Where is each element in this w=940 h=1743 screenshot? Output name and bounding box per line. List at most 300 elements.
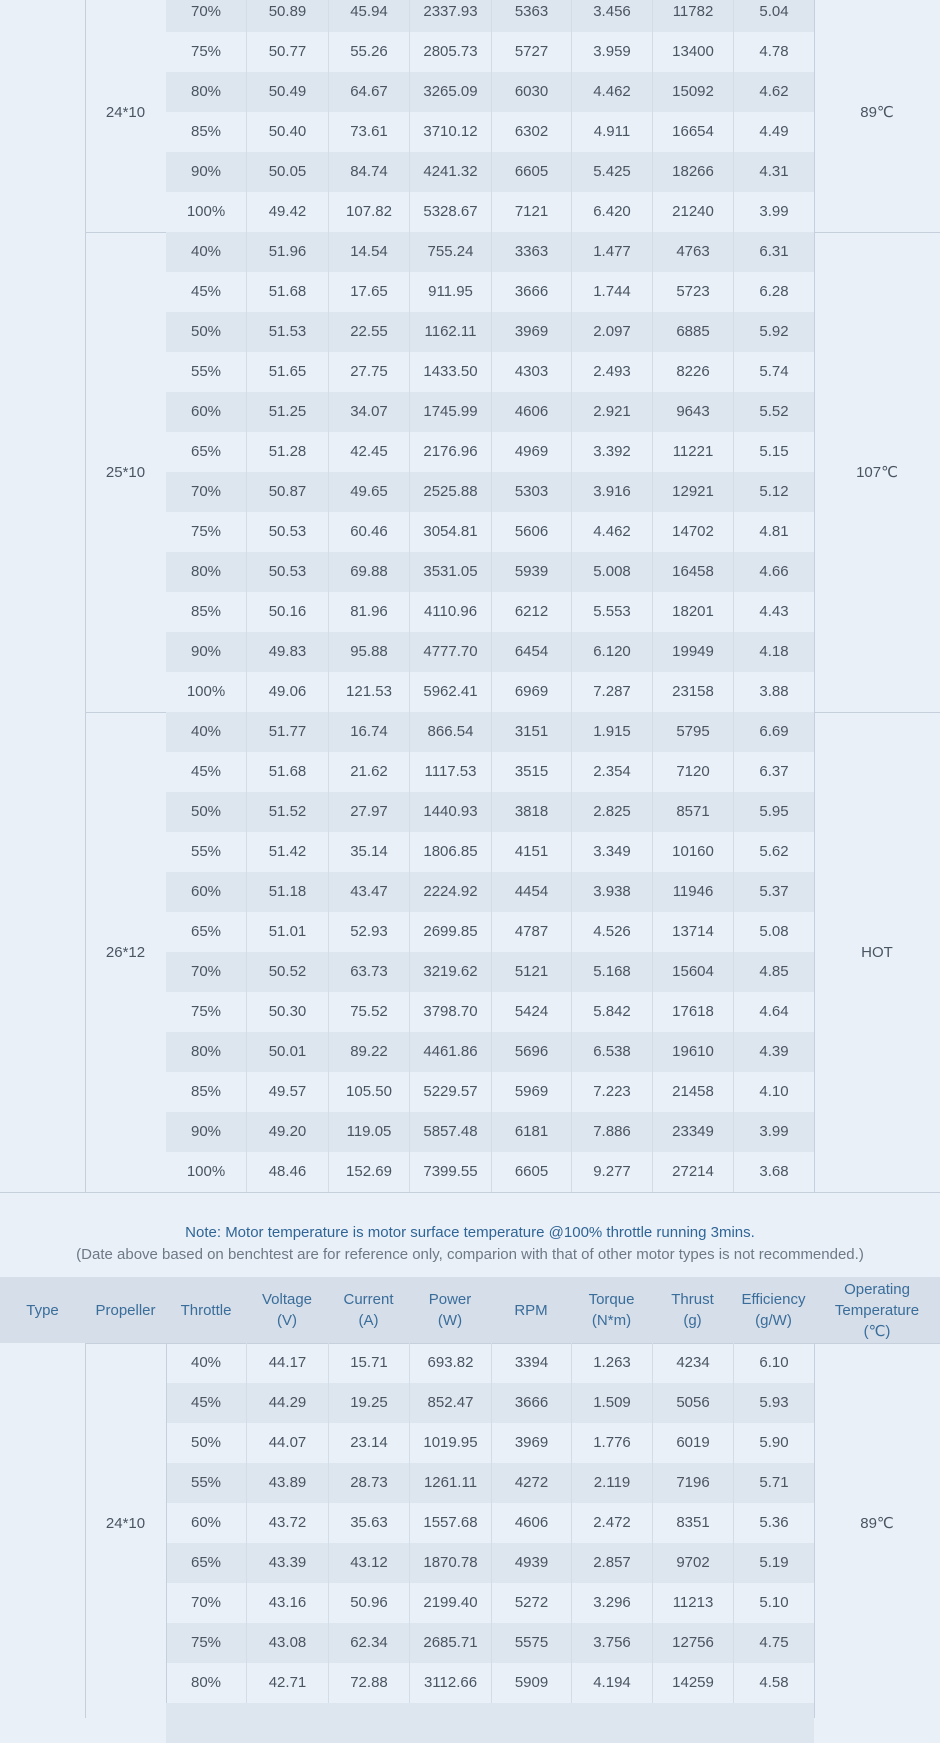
header-thrust-line: (g): [683, 1312, 702, 1329]
rpm-cell: 5939: [491, 552, 571, 592]
throttle-cell: 60%: [190, 1514, 222, 1531]
efficiency-cell: 3.99: [733, 1112, 814, 1152]
thrust-cell: 5723: [652, 272, 733, 312]
throttle-cell: 65%: [190, 923, 222, 940]
header-temperature-line: Temperature: [834, 1301, 920, 1319]
current-cell: 22.55: [328, 312, 409, 352]
efficiency-cell: 6.37: [733, 752, 814, 792]
voltage-cell: 50.49: [246, 72, 328, 112]
thrust-cell: 6019: [652, 1423, 733, 1463]
voltage-cell: 49.20: [246, 1112, 328, 1152]
rpm-cell: 3666: [491, 272, 571, 312]
power-cell: 3531.05: [409, 552, 491, 592]
efficiency-cell: 5.15: [733, 432, 814, 472]
torque-cell: 5.425: [571, 152, 652, 192]
torque-cell: 6.120: [571, 632, 652, 672]
throttle-cell: 75%: [190, 523, 222, 540]
throttle-cell: 75%: [190, 1634, 222, 1651]
current-cell: 50.96: [328, 1583, 409, 1623]
rpm-cell: 5272: [491, 1583, 571, 1623]
header-rpm-line: RPM: [514, 1301, 548, 1319]
propeller-cell: 26*12: [105, 943, 146, 961]
torque-cell: 1.263: [571, 1343, 652, 1383]
rpm-cell: 3969: [491, 312, 571, 352]
current-cell: 75.52: [328, 992, 409, 1032]
efficiency-cell: 4.31: [733, 152, 814, 192]
voltage-cell: 43.16: [246, 1583, 328, 1623]
temperature-cell: 89℃: [860, 1515, 894, 1532]
throttle-cell: 40%: [190, 1354, 222, 1371]
torque-cell: 4.194: [571, 1663, 652, 1703]
efficiency-cell: 5.19: [733, 1543, 814, 1583]
thrust-cell: 8571: [652, 792, 733, 832]
power-cell: 1745.99: [409, 392, 491, 432]
current-cell: 107.82: [328, 192, 409, 232]
current-cell: 35.63: [328, 1503, 409, 1543]
torque-cell: 2.857: [571, 1543, 652, 1583]
efficiency-cell: 5.90: [733, 1423, 814, 1463]
efficiency-cell: 5.37: [733, 872, 814, 912]
torque-cell: 4.526: [571, 912, 652, 952]
header-voltage: [246, 1277, 328, 1343]
power-cell: 2525.88: [409, 472, 491, 512]
torque-cell: 2.493: [571, 352, 652, 392]
current-cell: 64.67: [328, 72, 409, 112]
current-cell: 28.73: [328, 1463, 409, 1503]
voltage-cell: 51.77: [246, 712, 328, 752]
thrust-cell: 23349: [652, 1112, 733, 1152]
torque-cell: 3.296: [571, 1583, 652, 1623]
current-cell: 152.69: [328, 1152, 409, 1192]
throttle-cell: 85%: [190, 123, 222, 140]
torque-cell: 3.756: [571, 1623, 652, 1663]
rpm-cell: 5909: [491, 1663, 571, 1703]
rpm-cell: 3363: [491, 232, 571, 272]
voltage-cell: 50.16: [246, 592, 328, 632]
header-propeller-line: Propeller: [95, 1301, 156, 1319]
propeller-cell: 24*10: [105, 1514, 146, 1532]
rpm-cell: 3515: [491, 752, 571, 792]
header-efficiency: [733, 1277, 814, 1343]
current-cell: 42.45: [328, 432, 409, 472]
power-cell: 3710.12: [409, 112, 491, 152]
voltage-cell: 50.87: [246, 472, 328, 512]
rpm-cell: 5424: [491, 992, 571, 1032]
rpm-cell: 3151: [491, 712, 571, 752]
torque-cell: 6.538: [571, 1032, 652, 1072]
current-cell: 55.26: [328, 32, 409, 72]
efficiency-cell: 3.99: [733, 192, 814, 232]
rpm-cell: 3394: [491, 1343, 571, 1383]
power-cell: 1440.93: [409, 792, 491, 832]
thrust-cell: 18266: [652, 152, 733, 192]
rpm-cell: 7121: [491, 192, 571, 232]
table-row-partial: [0, 1703, 940, 1743]
power-cell: 2805.73: [409, 32, 491, 72]
rpm-cell: 5969: [491, 1072, 571, 1112]
header-current: [328, 1277, 409, 1343]
voltage-cell: 43.89: [246, 1463, 328, 1503]
rpm-cell: 6030: [491, 72, 571, 112]
header-power-line: Power: [428, 1291, 472, 1308]
rpm-cell: 5696: [491, 1032, 571, 1072]
voltage-cell: 50.05: [246, 152, 328, 192]
throttle-cell: 45%: [190, 763, 222, 780]
power-cell: 1870.78: [409, 1543, 491, 1583]
temperature-cell: 107℃: [856, 464, 898, 481]
efficiency-cell: 6.31: [733, 232, 814, 272]
torque-cell: 3.938: [571, 872, 652, 912]
rpm-cell: 5121: [491, 952, 571, 992]
torque-cell: 3.959: [571, 32, 652, 72]
rpm-cell: 4939: [491, 1543, 571, 1583]
header-thrust-line: Thrust: [671, 1291, 714, 1308]
voltage-cell: 49.57: [246, 1072, 328, 1112]
throttle-cell: 55%: [190, 843, 222, 860]
thrust-cell: 19610: [652, 1032, 733, 1072]
power-cell: 4777.70: [409, 632, 491, 672]
thrust-cell: 15604: [652, 952, 733, 992]
current-cell: 16.74: [328, 712, 409, 752]
thrust-cell: 8226: [652, 352, 733, 392]
efficiency-cell: 4.49: [733, 112, 814, 152]
header-thrust: [652, 1277, 733, 1343]
efficiency-cell: 3.68: [733, 1152, 814, 1192]
voltage-cell: 50.40: [246, 112, 328, 152]
voltage-cell: 49.42: [246, 192, 328, 232]
voltage-cell: 50.52: [246, 952, 328, 992]
voltage-cell: 50.89: [246, 0, 328, 32]
voltage-cell: 44.07: [246, 1423, 328, 1463]
thrust-cell: 6885: [652, 312, 733, 352]
voltage-cell: 51.68: [246, 752, 328, 792]
power-cell: 3054.81: [409, 512, 491, 552]
current-cell: 49.65: [328, 472, 409, 512]
power-cell: 755.24: [409, 232, 491, 272]
throttle-cell: 50%: [190, 1434, 222, 1451]
current-cell: 72.88: [328, 1663, 409, 1703]
efficiency-cell: 4.18: [733, 632, 814, 672]
thrust-cell: 12756: [652, 1623, 733, 1663]
torque-cell: 1.776: [571, 1423, 652, 1463]
voltage-cell: 43.39: [246, 1543, 328, 1583]
voltage-cell: 49.83: [246, 632, 328, 672]
throttle-cell: 70%: [190, 1594, 222, 1611]
current-cell: 43.47: [328, 872, 409, 912]
header-temperature-line: Operating: [844, 1280, 910, 1298]
efficiency-cell: 3.88: [733, 672, 814, 712]
rpm-cell: 5727: [491, 32, 571, 72]
thrust-cell: 16654: [652, 112, 733, 152]
header-temperature: [814, 1277, 940, 1343]
torque-cell: 3.349: [571, 832, 652, 872]
rpm-cell: 6302: [491, 112, 571, 152]
thrust-cell: 11213: [652, 1583, 733, 1623]
voltage-cell: 51.25: [246, 392, 328, 432]
header-voltage-line: Voltage: [261, 1291, 313, 1308]
power-cell: 1162.11: [409, 312, 491, 352]
voltage-cell: 50.77: [246, 32, 328, 72]
header-throttle-line: Throttle: [180, 1301, 232, 1319]
efficiency-cell: 5.93: [733, 1383, 814, 1423]
torque-cell: 3.916: [571, 472, 652, 512]
efficiency-cell: 4.62: [733, 72, 814, 112]
voltage-cell: 50.30: [246, 992, 328, 1032]
rpm-cell: 4454: [491, 872, 571, 912]
efficiency-cell: 5.62: [733, 832, 814, 872]
thrust-cell: 15092: [652, 72, 733, 112]
current-cell: 15.71: [328, 1343, 409, 1383]
rpm-cell: 3818: [491, 792, 571, 832]
throttle-cell: 90%: [190, 163, 222, 180]
efficiency-cell: 4.58: [733, 1663, 814, 1703]
thrust-cell: 11782: [652, 0, 733, 32]
efficiency-cell: 5.92: [733, 312, 814, 352]
torque-cell: 1.477: [571, 232, 652, 272]
torque-cell: 2.119: [571, 1463, 652, 1503]
voltage-cell: 42.71: [246, 1663, 328, 1703]
efficiency-cell: 4.10: [733, 1072, 814, 1112]
throttle-cell: 50%: [190, 323, 222, 340]
current-cell: 34.07: [328, 392, 409, 432]
note-disclaimer: (Date above based on benchtest are for reference only, comparion with that of other motor types is not recommended.): [76, 1246, 864, 1263]
efficiency-cell: 5.08: [733, 912, 814, 952]
power-cell: 1117.53: [409, 752, 491, 792]
voltage-cell: 44.17: [246, 1343, 328, 1383]
voltage-cell: 51.65: [246, 352, 328, 392]
torque-cell: 7.886: [571, 1112, 652, 1152]
power-cell: 693.82: [409, 1343, 491, 1383]
torque-cell: 4.462: [571, 72, 652, 112]
power-cell: 4461.86: [409, 1032, 491, 1072]
current-cell: 27.97: [328, 792, 409, 832]
power-cell: 3265.09: [409, 72, 491, 112]
power-cell: 5962.41: [409, 672, 491, 712]
rpm-cell: 4303: [491, 352, 571, 392]
efficiency-cell: 5.52: [733, 392, 814, 432]
voltage-cell: 50.01: [246, 1032, 328, 1072]
torque-cell: 4.462: [571, 512, 652, 552]
torque-cell: 7.223: [571, 1072, 652, 1112]
thrust-cell: 14702: [652, 512, 733, 552]
throttle-cell: 75%: [190, 1003, 222, 1020]
torque-cell: 1.915: [571, 712, 652, 752]
header-voltage-line: (V): [277, 1312, 297, 1329]
rpm-cell: 5363: [491, 0, 571, 32]
throttle-cell: 100%: [186, 1163, 226, 1180]
thrust-cell: 4763: [652, 232, 733, 272]
rpm-cell: 6969: [491, 672, 571, 712]
throttle-cell: 90%: [190, 1123, 222, 1140]
header-temperature-line: (℃): [863, 1322, 891, 1340]
voltage-cell: 50.53: [246, 512, 328, 552]
current-cell: 27.75: [328, 352, 409, 392]
current-cell: 81.96: [328, 592, 409, 632]
power-cell: 1806.85: [409, 832, 491, 872]
throttle-cell: 90%: [190, 643, 222, 660]
thrust-cell: 5056: [652, 1383, 733, 1423]
current-cell: 60.46: [328, 512, 409, 552]
thrust-cell: 5795: [652, 712, 733, 752]
efficiency-cell: 4.64: [733, 992, 814, 1032]
thrust-cell: 7196: [652, 1463, 733, 1503]
throttle-cell: 80%: [190, 1674, 222, 1691]
rpm-cell: 3666: [491, 1383, 571, 1423]
current-cell: 14.54: [328, 232, 409, 272]
rpm-cell: 6605: [491, 152, 571, 192]
power-cell: 2199.40: [409, 1583, 491, 1623]
current-cell: 121.53: [328, 672, 409, 712]
rpm-cell: 6212: [491, 592, 571, 632]
throttle-cell: 80%: [190, 563, 222, 580]
voltage-cell: 51.52: [246, 792, 328, 832]
thrust-cell: 8351: [652, 1503, 733, 1543]
power-cell: 1019.95: [409, 1423, 491, 1463]
power-cell: 3112.66: [409, 1663, 491, 1703]
power-cell: 2224.92: [409, 872, 491, 912]
torque-cell: 5.842: [571, 992, 652, 1032]
torque-cell: 5.168: [571, 952, 652, 992]
voltage-cell: 51.53: [246, 312, 328, 352]
torque-cell: 3.392: [571, 432, 652, 472]
header-efficiency-line: Efficiency: [741, 1291, 806, 1308]
throttle-cell: 70%: [190, 483, 222, 500]
thrust-cell: 16458: [652, 552, 733, 592]
efficiency-cell: 5.95: [733, 792, 814, 832]
current-cell: 45.94: [328, 0, 409, 32]
efficiency-cell: 4.75: [733, 1623, 814, 1663]
thrust-cell: 27214: [652, 1152, 733, 1192]
voltage-cell: 43.08: [246, 1623, 328, 1663]
power-cell: 5229.57: [409, 1072, 491, 1112]
throttle-cell: 60%: [190, 403, 222, 420]
throttle-cell: 55%: [190, 363, 222, 380]
power-cell: 852.47: [409, 1383, 491, 1423]
voltage-cell: 44.29: [246, 1383, 328, 1423]
efficiency-cell: 5.74: [733, 352, 814, 392]
thrust-cell: 21458: [652, 1072, 733, 1112]
throttle-cell: 85%: [190, 603, 222, 620]
thrust-cell: 13714: [652, 912, 733, 952]
voltage-cell: 51.96: [246, 232, 328, 272]
header-torque-line: Torque: [588, 1291, 635, 1308]
current-cell: 19.25: [328, 1383, 409, 1423]
efficiency-cell: 4.81: [733, 512, 814, 552]
throttle-cell: 65%: [190, 443, 222, 460]
torque-cell: 2.472: [571, 1503, 652, 1543]
power-cell: 3219.62: [409, 952, 491, 992]
current-cell: 69.88: [328, 552, 409, 592]
efficiency-cell: 6.28: [733, 272, 814, 312]
thrust-cell: 21240: [652, 192, 733, 232]
throttle-cell: 75%: [190, 43, 222, 60]
power-cell: 2699.85: [409, 912, 491, 952]
throttle-cell: 100%: [186, 203, 226, 220]
rpm-cell: 4969: [491, 432, 571, 472]
rpm-cell: 6454: [491, 632, 571, 672]
thrust-cell: 9702: [652, 1543, 733, 1583]
torque-cell: 2.825: [571, 792, 652, 832]
power-cell: 5857.48: [409, 1112, 491, 1152]
throttle-cell: 45%: [190, 1394, 222, 1411]
efficiency-cell: 4.85: [733, 952, 814, 992]
thrust-cell: 7120: [652, 752, 733, 792]
power-cell: 2176.96: [409, 432, 491, 472]
throttle-cell: 65%: [190, 1554, 222, 1571]
throttle-cell: 80%: [190, 83, 222, 100]
header-current-line: Current: [343, 1291, 394, 1308]
torque-cell: 3.456: [571, 0, 652, 32]
header-efficiency-line: (g/W): [755, 1312, 792, 1329]
header-type-line: Type: [26, 1301, 59, 1319]
header-propeller: [85, 1277, 166, 1343]
throttle-cell: 40%: [190, 243, 222, 260]
table-header: [0, 1277, 940, 1343]
torque-cell: 4.911: [571, 112, 652, 152]
rpm-cell: 4606: [491, 392, 571, 432]
current-cell: 17.65: [328, 272, 409, 312]
column-divider: [85, 0, 86, 1192]
column-divider: [814, 1343, 815, 1718]
throttle-cell: 40%: [190, 723, 222, 740]
current-cell: 105.50: [328, 1072, 409, 1112]
header-torque: [571, 1277, 652, 1343]
current-cell: 23.14: [328, 1423, 409, 1463]
power-cell: 1557.68: [409, 1503, 491, 1543]
voltage-cell: 51.28: [246, 432, 328, 472]
current-cell: 84.74: [328, 152, 409, 192]
thrust-cell: 18201: [652, 592, 733, 632]
column-divider: [166, 1343, 167, 1718]
torque-cell: 1.509: [571, 1383, 652, 1423]
voltage-cell: 51.42: [246, 832, 328, 872]
power-cell: 3798.70: [409, 992, 491, 1032]
current-cell: 63.73: [328, 952, 409, 992]
power-cell: 5328.67: [409, 192, 491, 232]
throttle-cell: 50%: [190, 803, 222, 820]
propeller-cell: 24*10: [105, 103, 146, 121]
header-rpm: [491, 1277, 571, 1343]
power-cell: 4241.32: [409, 152, 491, 192]
throttle-cell: 55%: [190, 1474, 222, 1491]
current-cell: 52.93: [328, 912, 409, 952]
torque-cell: 7.287: [571, 672, 652, 712]
torque-cell: 1.744: [571, 272, 652, 312]
rpm-cell: 4151: [491, 832, 571, 872]
current-cell: 119.05: [328, 1112, 409, 1152]
row-background: [166, 1703, 814, 1743]
header-current-line: (A): [358, 1312, 379, 1329]
throttle-cell: 80%: [190, 1043, 222, 1060]
thrust-cell: 4234: [652, 1343, 733, 1383]
current-cell: 62.34: [328, 1623, 409, 1663]
efficiency-cell: 4.66: [733, 552, 814, 592]
current-cell: 21.62: [328, 752, 409, 792]
note-temperature: Note: Motor temperature is motor surface temperature @100% throttle running 3mins.: [185, 1224, 755, 1241]
header-throttle: [166, 1277, 246, 1343]
column-divider: [85, 1343, 86, 1718]
torque-cell: 2.921: [571, 392, 652, 432]
efficiency-cell: 5.36: [733, 1503, 814, 1543]
voltage-cell: 43.72: [246, 1503, 328, 1543]
voltage-cell: 51.68: [246, 272, 328, 312]
current-cell: 35.14: [328, 832, 409, 872]
torque-cell: 5.008: [571, 552, 652, 592]
header-torque-line: (N*m): [591, 1312, 632, 1329]
thrust-cell: 17618: [652, 992, 733, 1032]
throttle-cell: 60%: [190, 883, 222, 900]
efficiency-cell: 4.43: [733, 592, 814, 632]
